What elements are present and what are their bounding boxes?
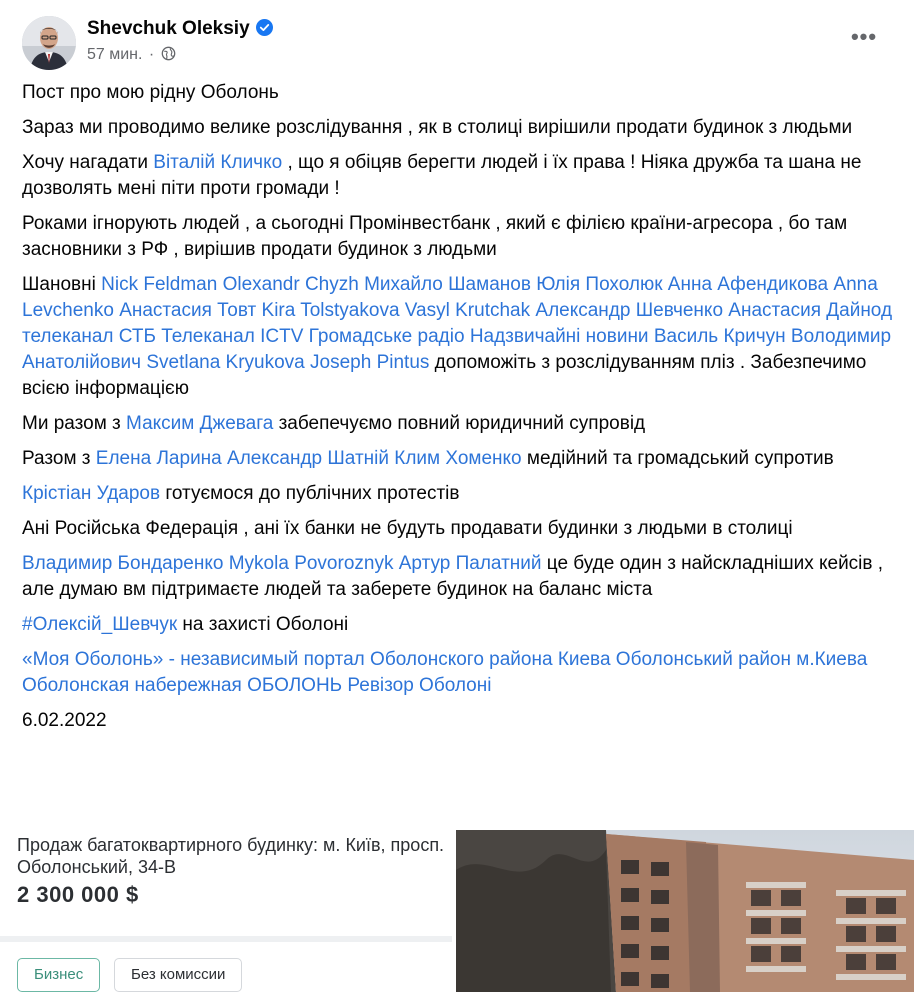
mention-link[interactable]: Joseph Pintus: [310, 352, 430, 373]
mention-link[interactable]: Анастасия Дайнод: [728, 300, 893, 321]
text-segment: забепечуємо повний юридичний супровід: [273, 413, 646, 434]
meta-separator: ·: [148, 46, 155, 63]
mention-link[interactable]: Володимир Анатолійович: [22, 326, 892, 373]
mention-link[interactable]: Клим Хоменко: [394, 448, 522, 469]
post-header: [22, 14, 902, 70]
mention-link[interactable]: Александр Шатній: [227, 448, 389, 469]
post-paragraph: Зараз ми проводимо велике розслідування , як в столиці вирішили продати будинок з людьми: [22, 117, 853, 138]
mention-link[interactable]: Михайло Шаманов: [364, 274, 531, 295]
mention-link[interactable]: Артур Палатний: [398, 553, 542, 574]
mention-link[interactable]: Елена Ларина: [95, 448, 222, 469]
tag-no-commission: Без комиссии: [114, 958, 242, 992]
listing-card: [0, 826, 452, 992]
mention-link[interactable]: Владимир Бондаренко: [22, 553, 224, 574]
post-paragraph: Роками ігнорують людей , а сьогодні Промінвестбанк , який є філією країни-агресора , бо там засновники з РФ , вирішив продати будинок з людьми: [22, 213, 848, 260]
mention-link[interactable]: Mykola Povoroznyk: [228, 553, 394, 574]
mention-link[interactable]: Анастасия Товт: [119, 300, 257, 321]
mention-link[interactable]: Vasyl Krutchak: [404, 300, 531, 321]
listing-title: Продаж багатоквартирного будинку: м. Київ, просп. Оболонський, 34-В: [17, 835, 445, 877]
mention-link[interactable]: Nick Feldman: [101, 274, 218, 295]
more-options-button[interactable]: •••: [850, 24, 878, 49]
text-segment: Разом з: [22, 448, 96, 469]
mention-link[interactable]: Надзвичайні новини: [469, 326, 649, 347]
post-paragraph: [22, 446, 902, 472]
author-name-text[interactable]: Shevchuk Oleksiy: [87, 18, 250, 39]
post-paragraph: Ані Російська Федерація , ані їх банки не будуть продавати будинки з людьми в столиці: [22, 518, 793, 539]
post-time[interactable]: 57 мин.: [87, 46, 143, 63]
text-segment: Ми разом з: [22, 413, 127, 434]
author-name[interactable]: [87, 18, 273, 40]
post-paragraph: [22, 647, 902, 699]
mention-link[interactable]: Svetlana Kryukova: [146, 352, 305, 373]
globe-icon[interactable]: [161, 46, 176, 61]
mention-link[interactable]: Максим Джевага: [126, 413, 274, 434]
post-paragraph: Пост про мою рідну Оболонь: [22, 82, 279, 103]
listing-price: 2 300 000 $: [17, 882, 139, 907]
post-paragraph: [22, 150, 902, 202]
mention-link[interactable]: Ревізор Оболоні: [347, 675, 492, 696]
building-photo: [456, 830, 914, 992]
post-paragraph: [22, 551, 902, 603]
post-date: 6.02.2022: [22, 710, 107, 731]
hashtag-link[interactable]: #Олексій_Шевчук: [22, 614, 178, 635]
attached-listing-screenshot[interactable]: [0, 826, 914, 992]
mention-link[interactable]: Olexandr Chyzh: [222, 274, 359, 295]
post-meta: [87, 46, 176, 64]
text-segment: допоможіть з розслідуванням пліз . Забезпечимо всією інформацією: [22, 352, 867, 399]
text-segment: це буде один з найскладніших кейсів , але думаю вм підтримаєте людей та заберете будинок на баланс міста: [22, 553, 884, 600]
mention-link[interactable]: Крістіан Ударов: [22, 483, 161, 504]
post-body: [22, 80, 902, 743]
listing-divider: [0, 936, 452, 942]
post-paragraph: [22, 411, 902, 437]
post-paragraph: [22, 612, 902, 638]
mention-link[interactable]: телеканал СТБ: [22, 326, 156, 347]
text-segment: Шановні: [22, 274, 102, 295]
mention-link[interactable]: Anna Levchenko: [22, 274, 878, 321]
mention-link[interactable]: Анна Афендикова: [667, 274, 829, 295]
post-paragraph: [22, 272, 902, 402]
post-paragraph: [22, 481, 902, 507]
text-segment: готуємося до публічних протестів: [160, 483, 460, 504]
mention-link[interactable]: Оболонський район м.Киева: [615, 649, 868, 670]
mention-link[interactable]: Юлія Похолюк: [536, 274, 663, 295]
mention-link[interactable]: Громадське радіо: [308, 326, 465, 347]
text-segment: , що я обіцяв берегти людей і їх права ! Ніяка дружба та шана не дозволять мені піти проти громади !: [22, 152, 862, 199]
author-avatar[interactable]: [22, 16, 76, 70]
verified-badge-icon: [256, 19, 273, 36]
mention-link[interactable]: Телеканал ICTV: [161, 326, 304, 347]
tag-business: Бизнес: [17, 958, 100, 992]
text-segment: Хочу нагадати: [22, 152, 154, 173]
mention-link[interactable]: ОБОЛОНЬ: [247, 675, 343, 696]
mention-link[interactable]: Kira Tolstyakova: [261, 300, 400, 321]
mention-link[interactable]: Оболонская набережная: [22, 675, 242, 696]
mention-link[interactable]: Василь Кричун: [653, 326, 786, 347]
text-segment: медійний та громадський супротив: [521, 448, 834, 469]
mention-link[interactable]: Александр Шевченко: [535, 300, 724, 321]
mention-link[interactable]: «Моя Оболонь» - независимый портал Оболонского района Киева: [22, 649, 611, 670]
text-segment: на захисті Оболоні: [177, 614, 349, 635]
mention-link[interactable]: Віталій Кличко: [153, 152, 283, 173]
